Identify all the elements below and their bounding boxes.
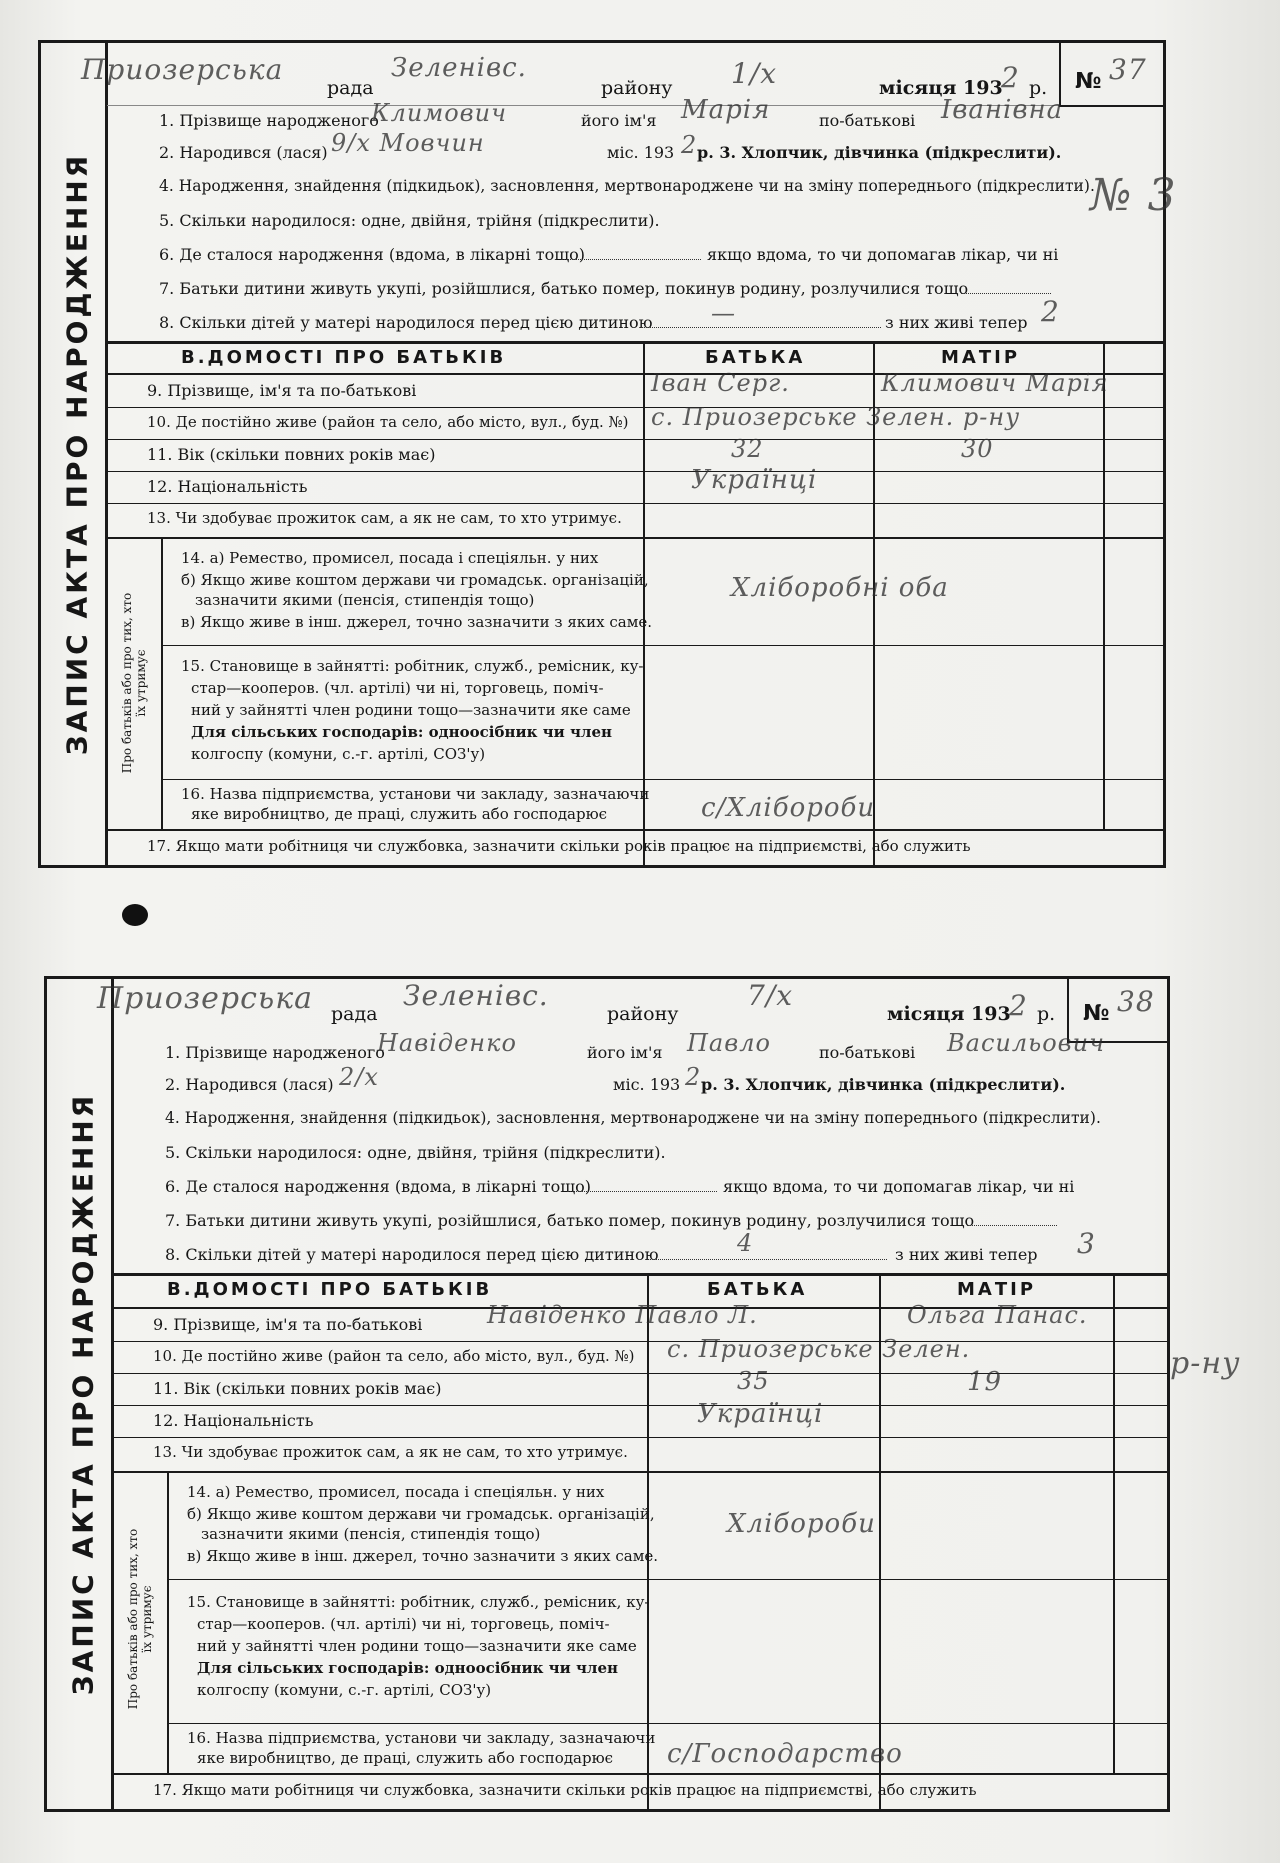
th-father: БАТЬКА (705, 347, 806, 368)
hw-mother-age: 30 (961, 435, 994, 463)
rayonu-label: району (601, 77, 673, 99)
line-2-label: 2. Народився (лася) (159, 143, 328, 162)
row-14c-label: в) Якщо живе в інш. джерел, точно зазначити з яких саме. (181, 613, 653, 631)
th-info: В.ДОМОСТІ ПРО БАТЬКІВ (181, 347, 507, 368)
hw-rayon: Зеленівс. (391, 53, 527, 83)
hw-patronymic: Васильович (947, 1029, 1105, 1057)
birth-record-form-2 (44, 976, 1170, 1812)
month-label: місяця 193 (887, 1003, 1011, 1025)
hw-record-number: 37 (1109, 53, 1147, 86)
line-6b-label: якщо вдома, то чи допомагав лікар, чи ні (723, 1177, 1075, 1196)
hw-mother-name: Ольга Панас. (907, 1301, 1088, 1329)
line-1c-label: по-батькові (819, 1043, 916, 1062)
hw-enterprise: с/Хлібороби (701, 793, 876, 823)
hw-surname: Навіденко (377, 1029, 517, 1057)
line-4-label: 4. Народження, знайдення (підкидьок), засновлення, мертвонароджене чи на зміну попереднього (підкреслити). (159, 177, 1095, 195)
hw-rayon: Зеленівс. (403, 979, 549, 1012)
row-15a-label: 15. Становище в зайнятті: робітник, служб., ремісник, ку- (187, 1593, 650, 1611)
row-14b-label: б) Якщо живе коштом держави чи громадськ. організацій, (187, 1505, 655, 1523)
hw-children-alive: 2 (1041, 295, 1060, 328)
hw-name: Павло (687, 1029, 771, 1057)
line-1-label: 1. Прізвище народженого (165, 1043, 385, 1062)
line-8b-label: з них живі тепер (885, 313, 1028, 332)
row-15e-label: колгоспу (комуни, с.-г. артілі, СОЗ'у) (191, 745, 486, 763)
row-16b-label: яке виробництво, де праці, служить або господарює (197, 1749, 614, 1767)
hw-address: с. Приозерське Зелен. (667, 1335, 971, 1363)
row-15a-label: 15. Становище в зайнятті: робітник, служб., ремісник, ку- (181, 657, 644, 675)
hw-children-before: 4 (737, 1229, 754, 1257)
line-2b-label: міс. 193 (607, 143, 675, 162)
row-14b-label: б) Якщо живе коштом держави чи громадськ. організацій, (181, 571, 649, 589)
hw-name: Марія (681, 95, 771, 125)
hw-day: 7/х (747, 979, 794, 1012)
rada-label: рада (331, 1003, 378, 1025)
r-label: р. (1029, 77, 1048, 99)
hw-rada: Приозерська (97, 981, 314, 1016)
r-label: р. (1037, 1003, 1056, 1025)
line-8-label: 8. Скільки дітей у матері народилося перед цією дитиною (159, 313, 653, 332)
hw-born: 9/х Мовчин (331, 129, 485, 157)
row-15b-label: стар—коопepoв. (чл. артілі) чи ні, торговець, поміч- (197, 1615, 610, 1633)
birth-record-form-1 (38, 40, 1166, 868)
line-1b-label: його ім'я (587, 1043, 663, 1062)
line-2c-label: р. 3. Хлопчик, дівчинка (підкреслити). (701, 1075, 1066, 1094)
row-9-label: 9. Прізвище, ім'я та по-батькові (147, 381, 417, 400)
vertical-caption: Про батьків або про тих, хто їх утримує (126, 1528, 154, 1710)
record-number-label: № (1075, 69, 1102, 94)
row-17-label: 17. Якщо мати робітниця чи службовка, зазначити скільки років працює на підприємстві, або служить (153, 1781, 977, 1799)
rayonu-label: району (607, 1003, 679, 1025)
line-7-label: 7. Батьки дитини живуть укупі, розійшлися, батько помер, покинув родину, розлучилися тощо (165, 1211, 975, 1230)
row-14c-label: в) Якщо живе в інш. джерел, точно зазначити з яких саме. (187, 1547, 659, 1565)
th-father: БАТЬКА (707, 1279, 808, 1300)
hw-enterprise: с/Господарство (667, 1739, 903, 1769)
row-11-label: 11. Вік (скільки повних років має) (147, 445, 436, 464)
hw-rada: Приозерська (81, 53, 284, 86)
row-15c-label: ний у зайнятті член родини тощо—зазначити яке саме (191, 701, 631, 719)
row-15b-label: стар—коопepoв. (чл. артілі) чи ні, торговець, поміч- (191, 679, 604, 697)
hw-margin-note-2: р-ну (1170, 1346, 1241, 1381)
hw-year: 2 (1009, 989, 1028, 1022)
hw-surname: Климович (371, 99, 508, 127)
row-10-label: 10. Де постійно живе (район та село, або місто, вул., буд. №) (153, 1347, 635, 1365)
row-14b2-label: зазначити якими (пенсія, стипендія тощо) (195, 591, 535, 609)
row-15c-label: ний у зайнятті член родини тощо—зазначити яке саме (197, 1637, 637, 1655)
row-17-label: 17. Якщо мати робітниця чи службовка, зазначити скільки років працює на підприємстві, або служить (147, 837, 971, 855)
line-5-label: 5. Скільки народилося: одне, двійня, трійня (підкреслити). (159, 211, 660, 230)
rada-label: рада (327, 77, 374, 99)
hw-father-age: 35 (737, 1367, 770, 1395)
line-6-label: 6. Де сталося народження (вдома, в лікарні тощо) (159, 245, 585, 264)
line-1b-label: його ім'я (581, 111, 657, 130)
line-5-label: 5. Скільки народилося: одне, двійня, трійня (підкреслити). (165, 1143, 666, 1162)
row-15d-label: Для сільських господарів: одноосібник чи член (191, 723, 613, 741)
line-2c-label: р. 3. Хлопчик, дівчинка (підкреслити). (697, 143, 1062, 162)
side-title: ЗАПИС АКТА ПРО НАРОДЖЕННЯ (60, 152, 94, 756)
line-7-label: 7. Батьки дитини живуть укупі, розійшлися, батько помер, покинув родину, розлучилися тощо (159, 279, 969, 298)
line-6b-label: якщо вдома, то чи допомагав лікар, чи ні (707, 245, 1059, 264)
row-15d-label: Для сільських господарів: одноосібник чи член (197, 1659, 619, 1677)
line-2b-label: міс. 193 (613, 1075, 681, 1094)
row-14a-label: 14. а) Ремество, промисел, посада і спеціяльн. у них (181, 549, 599, 567)
row-14a-label: 14. а) Ремество, промисел, посада і спеціяльн. у них (187, 1483, 605, 1501)
month-label: місяця 193 (879, 77, 1003, 99)
line-8b-label: з них живі тепер (895, 1245, 1038, 1264)
hw-born-year: 2 (681, 131, 698, 159)
hw-born-year: 2 (685, 1063, 702, 1091)
th-mother: МАТІР (941, 347, 1021, 368)
hw-father-name: Іван Серг. (651, 369, 790, 397)
ink-blot-1 (122, 904, 148, 926)
hw-mother-age: 19 (967, 1367, 1003, 1397)
line-1c-label: по-батькові (819, 111, 916, 130)
hw-born: 2/х (339, 1063, 379, 1091)
vertical-caption: Про батьків або про тих, хто їх утримує (120, 592, 148, 774)
hw-father-age: 32 (731, 435, 764, 463)
hw-children-alive: 3 (1077, 1227, 1096, 1260)
th-info: В.ДОМОСТІ ПРО БАТЬКІВ (167, 1279, 493, 1300)
row-16b-label: яке виробництво, де праці, служить або господарює (191, 805, 608, 823)
record-number-label: № (1083, 1001, 1110, 1026)
hw-nationality: Українці (697, 1399, 824, 1429)
line-1-label: 1. Прізвище народженого (159, 111, 379, 130)
line-8-label: 8. Скільки дітей у матері народилося перед цією дитиною (165, 1245, 659, 1264)
row-16a-label: 16. Назва підприємства, установи чи закладу, зазначаючи (181, 785, 650, 803)
hw-occupation: Хліборобні оба (731, 573, 949, 603)
hw-year: 2 (1001, 61, 1020, 94)
hw-margin-note-1: № 3 (1090, 170, 1177, 221)
row-12-label: 12. Національність (153, 1411, 314, 1430)
hw-patronymic: Іванівна (941, 95, 1064, 125)
hw-children-before: — (711, 299, 736, 327)
hw-father-name: Навіденко Павло Л. (487, 1301, 758, 1329)
row-13-label: 13. Чи здобуває прожиток сам, а як не сам, то хто утримує. (147, 509, 622, 527)
side-title: ЗАПИС АКТА ПРО НАРОДЖЕННЯ (66, 1092, 100, 1696)
hw-mother-name: Климович Марія (881, 369, 1109, 397)
hw-occupation: Хлібороби (727, 1509, 876, 1539)
row-15e-label: колгоспу (комуни, с.-г. артілі, СОЗ'у) (197, 1681, 492, 1699)
row-14b2-label: зазначити якими (пенсія, стипендія тощо) (201, 1525, 541, 1543)
line-4-label: 4. Народження, знайдення (підкидьок), засновлення, мертвонароджене чи на зміну попереднього (підкреслити). (165, 1109, 1101, 1127)
row-10-label: 10. Де постійно живе (район та село, або місто, вул., буд. №) (147, 413, 629, 431)
row-16a-label: 16. Назва підприємства, установи чи закладу, зазначаючи (187, 1729, 656, 1747)
hw-address: с. Приозерське Зелен. р-ну (651, 403, 1021, 431)
row-12-label: 12. Національність (147, 477, 308, 496)
hw-record-number: 38 (1117, 985, 1155, 1018)
row-9-label: 9. Прізвище, ім'я та по-батькові (153, 1315, 423, 1334)
th-mother: МАТІР (957, 1279, 1037, 1300)
line-2-label: 2. Народився (лася) (165, 1075, 334, 1094)
hw-day: 1/х (731, 57, 778, 90)
row-13-label: 13. Чи здобуває прожиток сам, а як не сам, то хто утримує. (153, 1443, 628, 1461)
hw-nationality: Українці (691, 465, 818, 495)
row-11-label: 11. Вік (скільки повних років має) (153, 1379, 442, 1398)
line-6-label: 6. Де сталося народження (вдома, в лікарні тощо) (165, 1177, 591, 1196)
